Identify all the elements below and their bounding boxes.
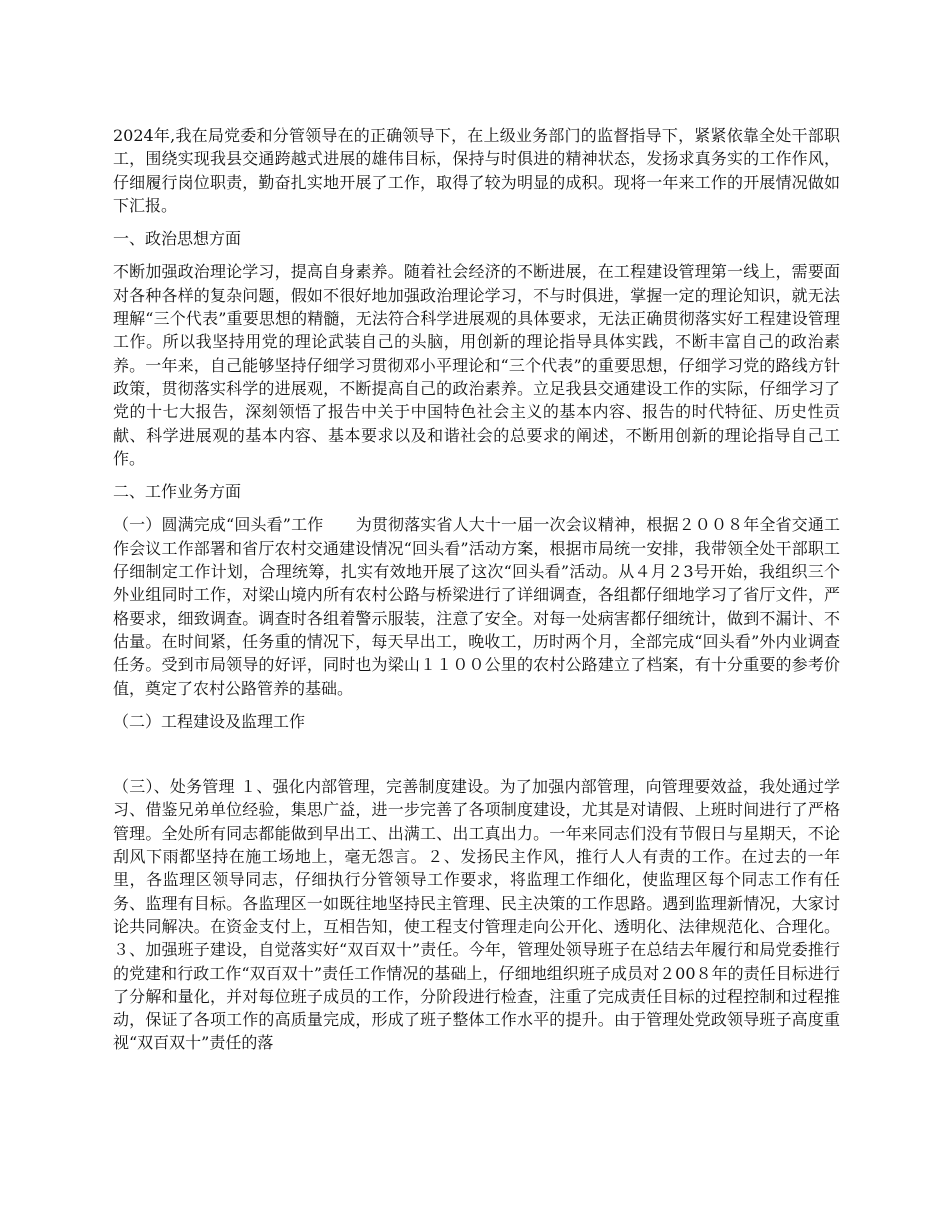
- subsection-management-paragraph: （三）、处务管理 １、强化内部管理，完善制度建设。为了加强内部管理，向管理要效益，我处通过学习、借鉴兄弟单位经验，集思广益，进一步完善了各项制度建设，尤其是对请假、上班时间进行了严格管理。全处所有同志都能做到早出工、出满工、出工真出力。一年来同志们没有节假日与星期天，不论刮风下雨都坚持在施工场地上，毫无怨言。２、发扬民主作风，推行人人有责的工作。在过去的一年里，各监理区领导同志，仔细执行分管领导工作要求，将监理工作细化，使监理区每个同志工作有任务、监理有目标。各监理区一如既往地坚持民主管理、民主决策的工作思路。遇到监理新情况，大家讨论共同解决。在资金支付上，互相告知，使工程支付管理走向公开化、透明化、法律规范化、合理化。３、加强班子建设，自觉落实好“双百双十”责任。今年，管理处领导班子在总结去年履行和局党委推行的党建和行政工作“双百双十”责任工作情况的基础上，仔细地组织班子成员对２00８年的责任目标进行了分解和量化，并对每位班子成员的工作，分阶段进行检查，注重了完成责任目标的过程控制和过程推动，保证了各项工作的高质量完成，形成了班子整体工作水平的提升。由于管理处党政领导班子高度重视“双百双十”责任的落: [113, 777, 840, 1053]
- spacer: [113, 733, 840, 775]
- spacer: [113, 470, 840, 480]
- spacer: [113, 250, 840, 260]
- section-heading-political: 一、政治思想方面: [113, 229, 242, 249]
- intro-paragraph: 2024年,我在局党委和分管领导在的正确领导下，在上级业务部门的监督指导下，紧紧依靠全处干部职工，围绕实现我县交通跨越式进展的雄伟目标，保持与时俱进的精神状态，发扬求真务实的工作作风，仔细履行岗位职责，勤奋扎实地开展了工作，取得了较为明显的成积。现将一年来工作的开展情况做如下汇报。: [113, 126, 840, 215]
- spacer: [113, 700, 840, 710]
- spacer: [113, 503, 840, 513]
- subsection-heading-engineering: （二）工程建设及监理工作: [113, 711, 306, 731]
- spacer: [113, 217, 840, 227]
- document-body: [113, 124, 840, 1055]
- subsection-review-paragraph: （一）圆满完成“回头看”工作 为贯彻落实省人大十一届一次会议精神，根据２００８年全省交通工作会议工作部署和省厅农村交通建设情况“回头看”活动方案，根据市局统一安排，我带领全处干部职工仔细制定工作计划，合理统筹，扎实有效地开展了这次“回头看”活动。从４月２3号开始，我组织三个外业组同时工作，对梁山境内所有农村公路与桥梁进行了详细调查，各组都仔细地学习了省厅文件，严格要求，细致调查。调查时各组着警示服装，注意了安全。对每一处病害都仔细统计，做到不漏计、不估量。在时间紧，任务重的情况下，每天早出工，晚收工，历时两个月，全部完成“回头看”外内业调查任务。受到市局领导的好评，同时也为梁山１１００公里的农村公路建立了档案，有十分重要的参考价值，奠定了农村公路管养的基础。: [113, 515, 840, 698]
- section-heading-work: 二、工作业务方面: [113, 482, 242, 502]
- section-body-political: 不断加强政治理论学习，提高自身素养。随着社会经济的不断进展，在工程建设管理第一线上，需要面对各种各样的复杂问题，假如不很好地加强政治理论学习，不与时俱进，掌握一定的理论知识，就无法理解“三个代表”重要思想的精髓，无法符合科学进展观的具体要求，无法正确贯彻落实好工程建设管理工作。所以我坚持用党的理论武装自己的头脑，用创新的理论指导具体实践，不断丰富自己的政治素养。一年来，自己能够坚持仔细学习贯彻邓小平理论和“三个代表”的重要思想，仔细学习党的路线方针政策，贯彻落实科学的进展观，不断提高自己的政治素养。立足我县交通建设工作的实际，仔细学习了党的十七大报告，深刻领悟了报告中关于中国特色社会主义的基本内容、报告的时代特征、历史性贡献、科学进展观的基本内容、基本要求以及和谐社会的总要求的阐述，不断用创新的理论指导自己工作。: [113, 262, 840, 468]
